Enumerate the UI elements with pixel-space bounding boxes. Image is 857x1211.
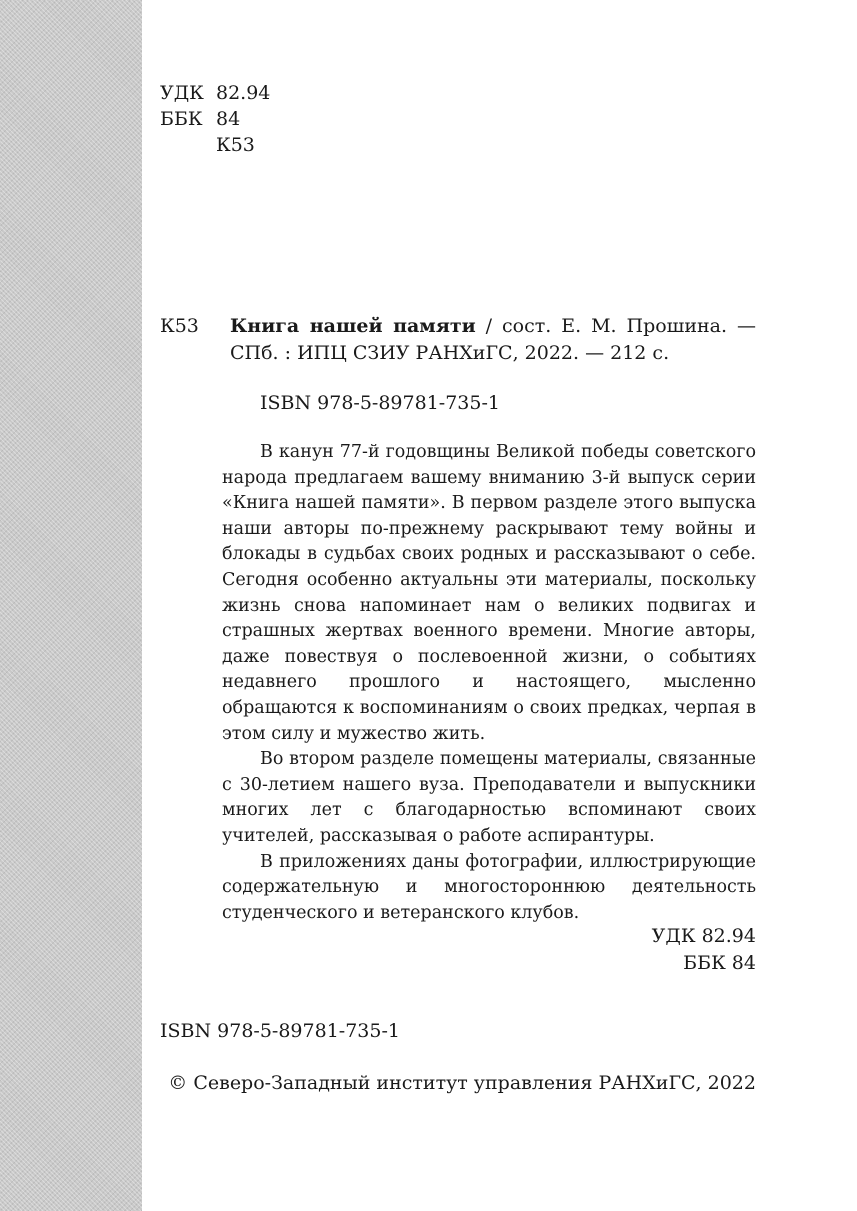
bibliographic-rest: / сост. Е. М. Прошина. — СПб. : ИПЦ СЗИУ РАНХиГС, 2022. — 212 с. bbox=[230, 315, 756, 364]
udk-value: 82.94 bbox=[216, 82, 271, 104]
annotation-paragraph: В приложениях даны фотографии, иллюстрирующие содержательную и многостороннюю деятельность студенческого и ветеранского клубов. bbox=[222, 851, 756, 923]
footer-bbk: ББК 84 bbox=[683, 952, 756, 974]
bibliographic-description bbox=[230, 313, 756, 367]
bbk-row bbox=[160, 106, 270, 132]
annotation-paragraph: В канун 77-й годовщины Великой победы советского народа предлагаем вашему вниманию 3-й выпуск серии «Книга нашей памяти». В первом разделе этого выпуска наши авторы по-прежнему раскрывают тему войны и блокады в судьбах своих родных и рассказывают о себе. Сегодня особенно актуальны эти материалы, поскольку жизнь снова напоминает нам о великих подвигах и страшных жертвах военного времени. Многие авторы, даже повествуя о послевоенной жизни, о событиях недавнего прошлого и настоящего, мысленно обращаются к воспоминаниям о своих предках, черпая в этом силу и мужество жить. bbox=[222, 442, 756, 744]
decorative-side-strip bbox=[0, 0, 142, 1211]
copyright-line: © Северо-Западный институт управления РАНХиГС, 2022 bbox=[168, 1072, 756, 1094]
annotation-paragraph: Во втором разделе помещены материалы, связанные с 30-летием нашего вуза. Преподаватели и выпускники многих лет с благодарностью вспоминают своих учителей, рассказывая о работе аспирантуры. bbox=[222, 749, 756, 846]
classification-block bbox=[160, 80, 270, 158]
footer-classification bbox=[652, 923, 756, 977]
author-code: К53 bbox=[216, 134, 255, 156]
isbn-primary: ISBN 978-5-89781-735-1 bbox=[260, 392, 500, 414]
bibliographic-code: К53 bbox=[160, 315, 199, 337]
book-title: Книга нашей памяти bbox=[230, 315, 476, 337]
udk-label: УДК bbox=[160, 82, 204, 104]
annotation bbox=[222, 440, 756, 926]
bbk-value: 84 bbox=[216, 108, 241, 130]
isbn-footer: ISBN 978-5-89781-735-1 bbox=[160, 1020, 400, 1042]
udk-row bbox=[160, 80, 270, 106]
bbk-label: ББК bbox=[160, 108, 203, 130]
footer-udk: УДК 82.94 bbox=[651, 925, 756, 947]
